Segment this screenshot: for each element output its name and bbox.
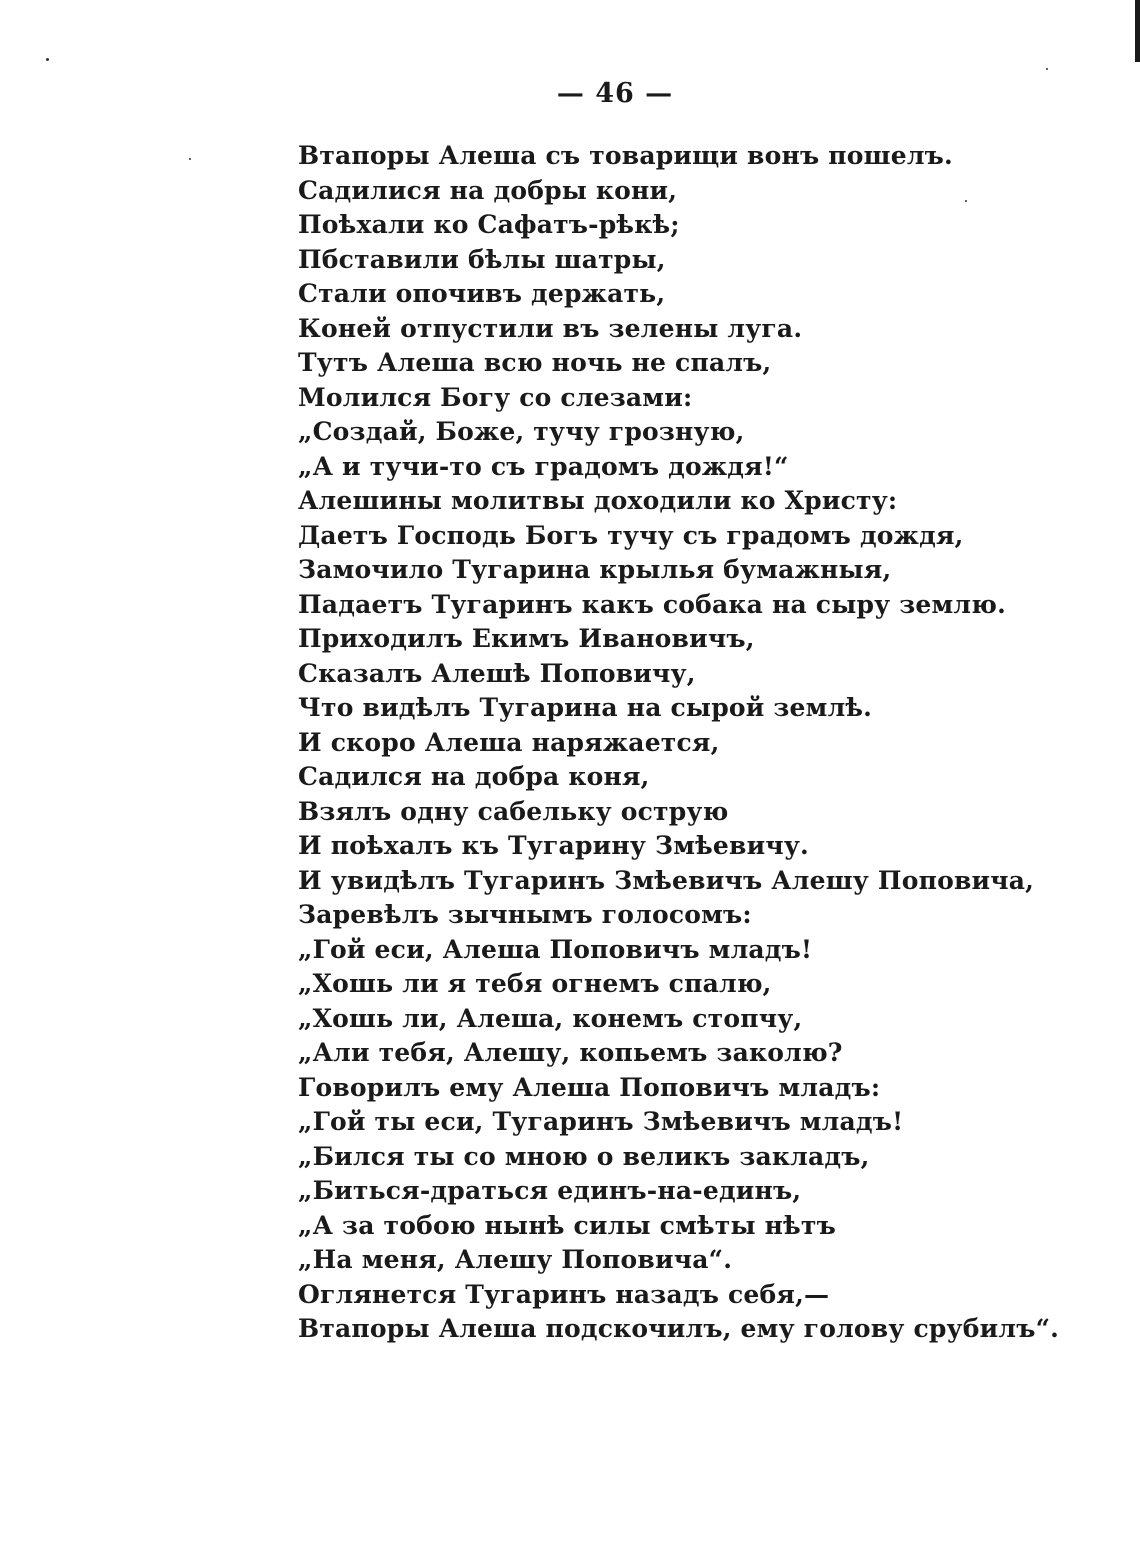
speck bbox=[189, 158, 191, 160]
poem-line: И поѣхалъ къ Тугарину Змѣевичу. bbox=[298, 831, 809, 860]
poem-line: Алешины молитвы доходили ко Христу: bbox=[298, 486, 898, 515]
poem-line: И скоро Алеша наряжается, bbox=[298, 727, 720, 757]
poem-line: Садился на добра коня, bbox=[298, 762, 650, 791]
poem-line: Тутъ Алеша всю ночь не спалъ, bbox=[298, 348, 772, 377]
poem-line: Что видѣлъ Тугарина на сырой землѣ. bbox=[298, 693, 873, 722]
poem-line: „А и тучи-то съ градомъ дождя!“ bbox=[298, 451, 789, 481]
poem-line: Втапоры Алеша съ товарищи вонъ пошелъ. bbox=[298, 141, 953, 170]
poem-line: Коней отпустили въ зелены луга. bbox=[298, 313, 803, 343]
poem-line: „Создай, Боже, тучу грозную, bbox=[298, 417, 745, 446]
poem-line: „Гой еси, Алеша Поповичъ младъ! bbox=[298, 934, 813, 964]
poem-line: Взялъ одну сабельку острую bbox=[298, 796, 729, 826]
poem-line: „На меня, Алешу Поповича“. bbox=[298, 1245, 733, 1274]
poem-line: Поѣхали ко Сафатъ-рѣкѣ; bbox=[298, 210, 680, 239]
poem-text bbox=[298, 139, 1058, 1347]
page-edge-mark bbox=[1135, 0, 1140, 62]
poem-line: Приходилъ Екимъ Ивановичъ, bbox=[298, 624, 755, 653]
poem-line: Садилися на добры кони, bbox=[298, 175, 678, 205]
poem-line: „Али тебя, Алешу, копьемъ заколю? bbox=[298, 1038, 843, 1067]
poem-line: „Хошь ли я тебя огнемъ спалю, bbox=[298, 969, 772, 998]
page-number: — 46 — bbox=[556, 78, 674, 109]
speck bbox=[1046, 68, 1048, 70]
poem-line: Говорилъ ему Алеша Поповичъ младъ: bbox=[298, 1072, 881, 1102]
poem-line: „Хошь ли, Алеша, конемъ стопчу, bbox=[298, 1003, 803, 1033]
poem-line: Пбставили бѣлы шатры, bbox=[298, 244, 666, 274]
poem-line: Сказалъ Алешѣ Поповичу, bbox=[298, 658, 696, 688]
speck bbox=[46, 58, 49, 61]
poem-line: Замочило Тугарина крылья бумажныя, bbox=[298, 555, 892, 584]
poem-line: Стали опочивъ держать, bbox=[298, 279, 666, 308]
poem-line: „Гой ты еси, Тугаринъ Змѣевичъ младъ! bbox=[298, 1107, 904, 1136]
poem-line: „Биться-драться единъ-на-единъ, bbox=[298, 1176, 802, 1205]
poem-line: Заревѣлъ зычнымъ голосомъ: bbox=[298, 900, 752, 929]
poem-line: Молился Богу со слезами: bbox=[298, 382, 693, 412]
poem-line: Втапоры Алеша подскочилъ, ему голову срубилъ“. bbox=[298, 1314, 1060, 1343]
poem-line: Падаетъ Тугаринъ какъ собака на сыру землю. bbox=[298, 589, 1007, 619]
poem-line: „Бился ты со мною о великъ закладъ, bbox=[298, 1141, 870, 1171]
poem-line: И увидѣлъ Тугаринъ Змѣевичъ Алешу Поповича, bbox=[298, 865, 1035, 895]
poem-line: Даетъ Господь Богъ тучу съ градомъ дождя, bbox=[298, 520, 964, 550]
poem-line: Оглянется Тугаринъ назадъ себя,— bbox=[298, 1279, 830, 1309]
poem-line: „А за тобою нынѣ силы смѣты нѣтъ bbox=[298, 1210, 836, 1240]
